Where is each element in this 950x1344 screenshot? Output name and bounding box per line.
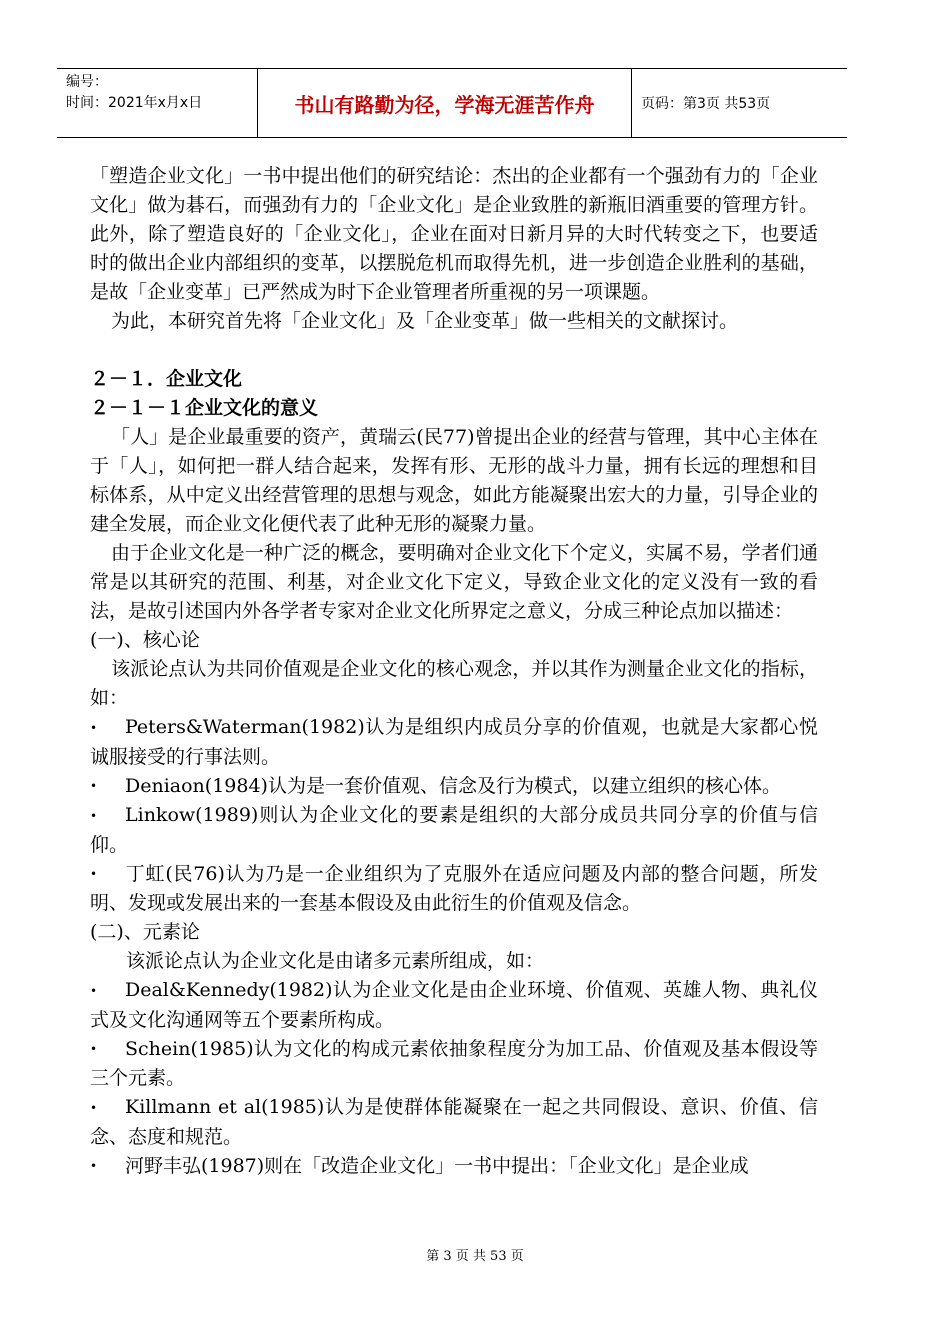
paragraph-3: 「人」是企业最重要的资产，黄瑞云(民77)曾提出企业的经营与管理，其中心主体在于「人」，如何把一群人结合起来，发挥有形、无形的战斗力量，拥有长远的理想和目标体系，从中定义出经营管理的思想与观念，如此方能凝聚出宏大的力量，引导企业的建全发展，而企业文化便代表了此种无形的凝聚力量。 — [90, 426, 818, 535]
bullet-item — [90, 1152, 818, 1182]
bullet-item — [90, 772, 818, 802]
bullet-dot-icon: • — [90, 983, 98, 998]
header-page-label: 页码：第3页 共53页 — [641, 96, 771, 112]
bullet-text: Peters&Waterman(1982)认为是组织内成员分享的价值观，也就是大家都心悦诚服接受的行事法则。 — [90, 716, 818, 768]
bullet-dot-icon: • — [90, 867, 98, 881]
bullet-dot-icon: • — [90, 720, 98, 735]
section-core-intro: 该派论点认为共同价值观是企业文化的核心观念，并以其作为测量企业文化的指标，如： — [90, 658, 818, 709]
subsection-heading: ２－１－１企业文化的意义 — [90, 397, 319, 419]
paragraph-2: 为此，本研究首先将「企业文化」及「企业变革」做一些相关的文献探讨。 — [111, 310, 739, 332]
paragraph-1: 「塑造企业文化」一书中提出他们的研究结论：杰出的企业都有一个强劲有力的「企业文化」做为碁石，而强劲有力的「企业文化」是企业致胜的新瓶旧酒重要的管理方针。此外，除了塑造良好的「企业文化」，企业在面对日新月异的大时代转变之下，也要适时的做出企业内部组织的变革，以摆脱危机而取得先机，进一步创造企业胜利的基础，是故「企业变革」已严然成为时下企业管理者所重视的另一项课题。 — [90, 165, 818, 303]
bullet-text: 河野丰弘(1987)则在「改造企业文化」一书中提出：「企业文化」是企业成 — [125, 1154, 749, 1177]
document-body — [90, 162, 818, 1181]
section-heading: ２－１．企业文化 — [90, 368, 243, 390]
bullet-item — [90, 1035, 818, 1094]
section-element-intro: 该派论点认为企业文化是由诸多元素所组成，如： — [126, 950, 545, 972]
bullet-item — [90, 1093, 818, 1152]
bullet-item — [90, 801, 818, 860]
bullet-item — [90, 976, 818, 1035]
bullet-text: Schein(1985)认为文化的构成元素依抽象程度分为加工品、价值观及基本假设等三个元素。 — [90, 1037, 818, 1089]
date-label: 时间：2021年x月x日 — [66, 95, 203, 111]
bullet-text: Killmann et al(1985)认为是使群体能凝聚在一起之共同假设、意识、价值、信念、态度和规范。 — [90, 1096, 818, 1148]
number-label: 编号： — [66, 74, 108, 90]
page-footer: 第 3 页 共 53 页 — [426, 1249, 524, 1264]
page-header — [57, 68, 847, 138]
bullet-dot-icon: • — [90, 808, 98, 823]
header-meta — [57, 69, 258, 137]
bullet-text: Deniaon(1984)认为是一套价值观、信念及行为模式，以建立组织的核心体。 — [125, 774, 781, 797]
bullet-item — [90, 713, 818, 772]
header-motto: 书山有路勤为径，学海无涯苦作舟 — [258, 69, 632, 137]
bullet-dot-icon: • — [90, 1159, 98, 1173]
section-element-title: (二)、元素论 — [90, 921, 200, 943]
section-core-title: (一)、核心论 — [90, 629, 200, 651]
spacer — [90, 336, 818, 365]
bullet-dot-icon: • — [90, 1042, 98, 1056]
bullet-text: Deal&Kennedy(1982)认为企业文化是由企业环境、价值观、英雄人物、典礼仪式及文化沟通网等五个要素所构成。 — [90, 979, 818, 1031]
paragraph-4: 由于企业文化是一种广泛的概念，要明确对企业文化下个定义，实属不易，学者们通常是以其研究的范围、利基，对企业文化下定义，导致企业文化的定义没有一致的看法，是故引述国内外各学者专家对企业文化所界定之意义，分成三种论点加以描述： — [90, 542, 818, 622]
bullet-dot-icon: • — [90, 779, 98, 793]
bullet-dot-icon: • — [90, 1100, 98, 1115]
bullet-text: 丁虹(民76)认为乃是一企业组织为了克服外在适应问题及内部的整合问题，所发明、发现或发展出来的一套基本假设及由此衍生的价值观及信念。 — [90, 862, 818, 914]
bullet-item — [90, 860, 818, 919]
bullet-text: Linkow(1989)则认为企业文化的要素是组织的大部分成员共同分享的价值与信仰。 — [90, 804, 818, 856]
